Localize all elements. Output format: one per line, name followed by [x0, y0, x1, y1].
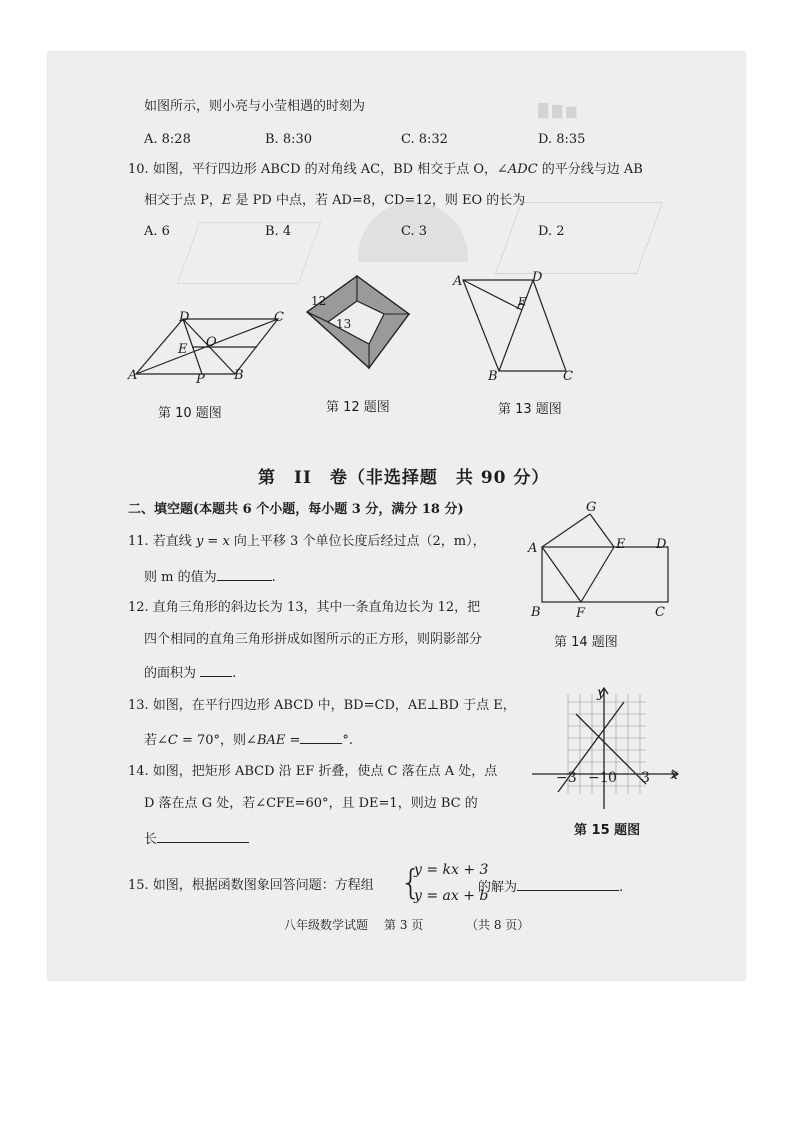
q13-line1: 13. 如图，在平行四边形 ABCD 中，BD=CD，AE⊥BD 于点 E， — [128, 698, 516, 713]
q9-option-b: B. 8:30 — [265, 132, 313, 147]
bleed-through-text: █ ▇ ▆ — [538, 104, 577, 119]
q12-line2: 四个相同的直角三角形拼成如图所示的正方形，则阴影部分 — [144, 632, 483, 647]
fig12-caption: 第 12 题图 — [326, 400, 390, 415]
q11-line2: 则 m 的值为 . — [144, 570, 276, 585]
fig13-label-d: D — [532, 270, 543, 285]
fig14-label-g: G — [586, 500, 597, 515]
fig10-label-d: D — [179, 310, 190, 325]
q14-line1: 14. 如图，把矩形 ABCD 沿 EF 折叠，使点 C 落在点 A 处，点 — [128, 764, 498, 779]
fig13-label-e: E — [518, 295, 527, 308]
bleed-through-shape — [495, 202, 663, 274]
fig12-label-13: 13 — [336, 317, 352, 331]
q13-answer-blank[interactable] — [300, 731, 342, 744]
fig10-label-b: B — [234, 368, 244, 383]
fig13-label-a: A — [453, 274, 463, 289]
footer-subject: 八年级数学试题 — [284, 918, 369, 932]
figure-15-function-graph — [528, 684, 688, 814]
fig14-label-a: A — [528, 541, 538, 556]
footer-total: （共 8 页） — [466, 918, 530, 932]
q15-eq1: y = kx + 3 — [414, 862, 489, 878]
q15-text-a: 15. 如图，根据函数图象回答问题：方程组 — [128, 878, 374, 893]
q14-line2: D 落在点 G 处，若∠CFE=60°，且 DE=1，则边 BC 的 — [144, 796, 478, 811]
q11-answer-blank[interactable] — [217, 568, 272, 581]
fig10-caption: 第 10 题图 — [158, 406, 222, 421]
fig10-label-e: E — [178, 342, 188, 357]
exam-page — [48, 52, 745, 980]
q11-line1: 11. 若直线 y = x 向上平移 3 个单位长度后经过点（2，m）， — [128, 534, 486, 549]
fig14-label-b: B — [531, 605, 541, 620]
q12-answer-blank[interactable] — [200, 664, 232, 677]
fig14-label-f: F — [576, 606, 586, 621]
q10-line2: 相交于点 P，E 是 PD 中点，若 AD=8，CD=12，则 EO 的长为 — [144, 193, 526, 208]
q15-eq2: y = ax + b — [414, 888, 489, 904]
q9-tail: 如图所示，则小亮与小莹相遇的时刻为 — [144, 99, 366, 114]
figure-12-square — [305, 274, 425, 394]
footer-page: 第 3 页 — [384, 918, 424, 932]
fig15-tick-neg3: −3 — [556, 770, 577, 786]
fig13-label-b: B — [488, 369, 498, 384]
fig15-label-x: x — [670, 767, 678, 783]
fig14-caption: 第 14 题图 — [554, 635, 618, 650]
fig13-label-c: C — [563, 369, 573, 384]
q15-brace: { — [400, 863, 422, 903]
q15-answer-blank[interactable] — [517, 878, 619, 891]
fig12-label-12: 12 — [311, 294, 327, 308]
fig15-tick-0: 0 — [608, 770, 617, 786]
q10-line1: 10. 如图，平行四边形 ABCD 的对角线 AC，BD 相交于点 O，∠ADC 的平分线与边 AB — [128, 162, 643, 177]
q14-line3: 长 — [144, 830, 249, 848]
q15-text-b: 的解为 . — [478, 880, 624, 895]
fig10-label-o: O — [206, 335, 217, 350]
q10-option-c: C. 3 — [401, 224, 428, 239]
q14-answer-blank[interactable] — [157, 830, 249, 843]
q9-option-d: D. 8:35 — [538, 132, 586, 147]
fig15-tick-neg1: −1 — [588, 770, 609, 786]
q10-option-a: A. 6 — [144, 224, 170, 239]
q10-option-d: D. 2 — [538, 224, 565, 239]
fig15-label-y: y — [597, 685, 605, 701]
figure-13-parallelogram — [453, 270, 593, 380]
q9-option-c: C. 8:32 — [401, 132, 448, 147]
fig15-caption: 第 15 题图 — [574, 823, 641, 838]
q12-line3: 的面积为 . — [144, 666, 237, 681]
fig14-label-d: D — [656, 537, 667, 552]
fig15-tick-3: 3 — [641, 770, 650, 786]
fig10-label-p: P — [196, 372, 205, 387]
q9-option-a: A. 8:28 — [144, 132, 191, 147]
q10-option-b: B. 4 — [265, 224, 292, 239]
section-2-heading: 二、填空题(本题共 6 个小题，每小题 3 分，满分 18 分) — [128, 502, 464, 517]
fig14-label-c: C — [655, 605, 665, 620]
fig13-caption: 第 13 题图 — [498, 402, 562, 417]
figure-10-parallelogram — [126, 307, 326, 427]
bleed-through-shape — [177, 222, 322, 284]
q13-line2: 若∠C = 70°，则∠BAE = °. — [144, 733, 354, 748]
fig10-label-c: C — [274, 310, 284, 325]
fig14-label-e: E — [616, 537, 626, 552]
q12-line1: 12. 直角三角形的斜边长为 13，其中一条直角边长为 12，把 — [128, 600, 481, 615]
fig10-label-a: A — [128, 368, 138, 383]
section-2-title: 第 II 卷（非选择题 共 90 分） — [258, 468, 550, 488]
